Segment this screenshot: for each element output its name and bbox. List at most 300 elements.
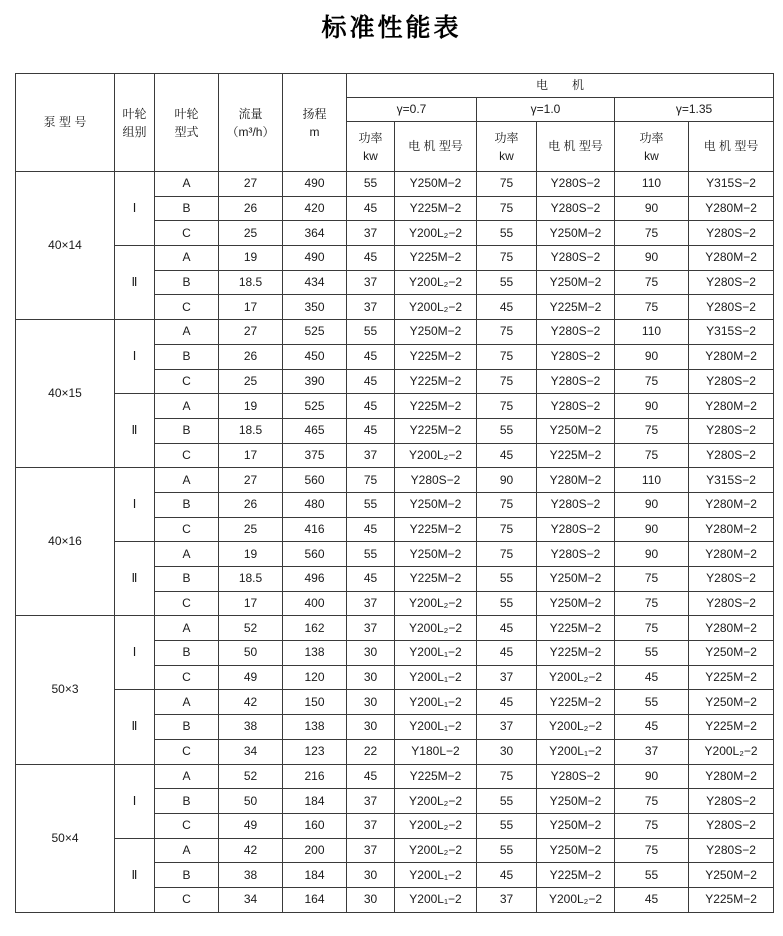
impeller-type-cell: B <box>155 344 219 369</box>
power-10-cell: 45 <box>477 690 537 715</box>
power-135-cell: 90 <box>615 492 689 517</box>
motor-07-cell: Y200L₂−2 <box>395 591 477 616</box>
motor-135-cell: Y250M−2 <box>689 863 774 888</box>
power-10-cell: 75 <box>477 764 537 789</box>
impeller-type-cell: C <box>155 369 219 394</box>
motor-07-cell: Y200L₁−2 <box>395 715 477 740</box>
table-row <box>16 246 774 271</box>
flow-cell: 42 <box>219 690 283 715</box>
header-motor-model-2: 电 机 型号 <box>537 122 615 172</box>
power-07-cell: 37 <box>347 295 395 320</box>
head-cell: 465 <box>283 418 347 443</box>
power-10-cell: 75 <box>477 344 537 369</box>
power-135-cell: 75 <box>615 369 689 394</box>
motor-135-cell: Y280S−2 <box>689 270 774 295</box>
motor-07-cell: Y200L₂−2 <box>395 221 477 246</box>
impeller-group-cell: Ⅱ <box>115 838 155 912</box>
motor-135-cell: Y280M−2 <box>689 344 774 369</box>
pump-model-cell: 40×14 <box>16 172 115 320</box>
head-cell: 164 <box>283 887 347 912</box>
motor-07-cell: Y225M−2 <box>395 196 477 221</box>
power-07-cell: 30 <box>347 887 395 912</box>
motor-10-cell: Y280M−2 <box>537 468 615 493</box>
header-power-2: 功率 kw <box>477 122 537 172</box>
head-cell: 160 <box>283 813 347 838</box>
power-135-cell: 75 <box>615 221 689 246</box>
impeller-type-cell: A <box>155 394 219 419</box>
flow-cell: 25 <box>219 369 283 394</box>
header-gamma-135: γ=1.35 <box>615 98 774 122</box>
power-135-cell: 75 <box>615 616 689 641</box>
power-10-cell: 90 <box>477 468 537 493</box>
motor-07-cell: Y200L₁−2 <box>395 641 477 666</box>
motor-07-cell: Y225M−2 <box>395 517 477 542</box>
head-cell: 184 <box>283 789 347 814</box>
power-07-cell: 37 <box>347 221 395 246</box>
flow-cell: 25 <box>219 221 283 246</box>
head-cell: 560 <box>283 542 347 567</box>
motor-10-cell: Y250M−2 <box>537 591 615 616</box>
motor-10-cell: Y200L₂−2 <box>537 715 615 740</box>
impeller-type-cell: A <box>155 764 219 789</box>
motor-10-cell: Y280S−2 <box>537 172 615 197</box>
head-cell: 450 <box>283 344 347 369</box>
power-10-cell: 75 <box>477 517 537 542</box>
power-135-cell: 75 <box>615 567 689 592</box>
motor-07-cell: Y225M−2 <box>395 567 477 592</box>
power-135-cell: 75 <box>615 813 689 838</box>
power-10-cell: 55 <box>477 418 537 443</box>
header-motor-model-1: 电 机 型号 <box>395 122 477 172</box>
power-135-cell: 37 <box>615 739 689 764</box>
motor-07-cell: Y250M−2 <box>395 172 477 197</box>
motor-10-cell: Y280S−2 <box>537 196 615 221</box>
motor-10-cell: Y225M−2 <box>537 443 615 468</box>
motor-07-cell: Y200L₂−2 <box>395 443 477 468</box>
motor-07-cell: Y225M−2 <box>395 764 477 789</box>
flow-cell: 19 <box>219 542 283 567</box>
header-motor: 电 机 <box>347 74 774 98</box>
head-cell: 364 <box>283 221 347 246</box>
impeller-group-cell: Ⅰ <box>115 172 155 246</box>
impeller-type-cell: C <box>155 295 219 320</box>
motor-135-cell: Y280S−2 <box>689 295 774 320</box>
motor-10-cell: Y225M−2 <box>537 641 615 666</box>
motor-135-cell: Y280S−2 <box>689 221 774 246</box>
power-135-cell: 110 <box>615 468 689 493</box>
motor-07-cell: Y225M−2 <box>395 418 477 443</box>
motor-07-cell: Y200L₂−2 <box>395 295 477 320</box>
impeller-type-cell: C <box>155 517 219 542</box>
motor-10-cell: Y250M−2 <box>537 418 615 443</box>
head-cell: 216 <box>283 764 347 789</box>
table-row <box>16 172 774 197</box>
power-07-cell: 75 <box>347 468 395 493</box>
head-cell: 490 <box>283 172 347 197</box>
pump-model-cell: 50×4 <box>16 764 115 912</box>
impeller-type-cell: B <box>155 789 219 814</box>
flow-cell: 27 <box>219 172 283 197</box>
flow-cell: 38 <box>219 863 283 888</box>
power-07-cell: 45 <box>347 196 395 221</box>
motor-07-cell: Y225M−2 <box>395 369 477 394</box>
head-cell: 162 <box>283 616 347 641</box>
pump-model-cell: 40×16 <box>16 468 115 616</box>
motor-135-cell: Y280S−2 <box>689 789 774 814</box>
impeller-type-cell: C <box>155 665 219 690</box>
power-135-cell: 75 <box>615 789 689 814</box>
power-10-cell: 55 <box>477 567 537 592</box>
power-135-cell: 90 <box>615 394 689 419</box>
power-07-cell: 45 <box>347 418 395 443</box>
impeller-type-cell: B <box>155 270 219 295</box>
motor-135-cell: Y280M−2 <box>689 492 774 517</box>
power-10-cell: 75 <box>477 492 537 517</box>
head-cell: 560 <box>283 468 347 493</box>
header-impeller-group: 叶轮 组别 <box>115 74 155 172</box>
table-row <box>16 542 774 567</box>
power-07-cell: 37 <box>347 591 395 616</box>
motor-10-cell: Y280S−2 <box>537 394 615 419</box>
power-10-cell: 30 <box>477 739 537 764</box>
power-07-cell: 45 <box>347 369 395 394</box>
power-10-cell: 45 <box>477 616 537 641</box>
power-07-cell: 45 <box>347 344 395 369</box>
impeller-group-cell: Ⅰ <box>115 616 155 690</box>
power-07-cell: 45 <box>347 567 395 592</box>
power-135-cell: 110 <box>615 320 689 345</box>
power-07-cell: 45 <box>347 764 395 789</box>
power-07-cell: 30 <box>347 665 395 690</box>
flow-cell: 34 <box>219 887 283 912</box>
performance-table <box>15 73 774 913</box>
flow-cell: 50 <box>219 789 283 814</box>
power-07-cell: 45 <box>347 394 395 419</box>
impeller-type-cell: B <box>155 492 219 517</box>
motor-10-cell: Y250M−2 <box>537 567 615 592</box>
impeller-type-cell: A <box>155 542 219 567</box>
motor-07-cell: Y200L₁−2 <box>395 665 477 690</box>
motor-135-cell: Y280S−2 <box>689 813 774 838</box>
motor-10-cell: Y225M−2 <box>537 690 615 715</box>
head-cell: 496 <box>283 567 347 592</box>
impeller-type-cell: A <box>155 172 219 197</box>
flow-cell: 34 <box>219 739 283 764</box>
flow-cell: 17 <box>219 443 283 468</box>
motor-10-cell: Y225M−2 <box>537 295 615 320</box>
power-135-cell: 90 <box>615 196 689 221</box>
power-10-cell: 37 <box>477 715 537 740</box>
power-135-cell: 110 <box>615 172 689 197</box>
motor-10-cell: Y280S−2 <box>537 246 615 271</box>
motor-10-cell: Y200L₂−2 <box>537 665 615 690</box>
head-cell: 400 <box>283 591 347 616</box>
head-cell: 420 <box>283 196 347 221</box>
motor-135-cell: Y250M−2 <box>689 690 774 715</box>
impeller-group-cell: Ⅱ <box>115 542 155 616</box>
motor-135-cell: Y250M−2 <box>689 641 774 666</box>
flow-cell: 26 <box>219 344 283 369</box>
motor-07-cell: Y200L₂−2 <box>395 789 477 814</box>
motor-10-cell: Y280S−2 <box>537 492 615 517</box>
table-row <box>16 468 774 493</box>
flow-cell: 38 <box>219 715 283 740</box>
power-10-cell: 75 <box>477 369 537 394</box>
motor-07-cell: Y200L₂−2 <box>395 838 477 863</box>
motor-10-cell: Y280S−2 <box>537 369 615 394</box>
power-07-cell: 37 <box>347 616 395 641</box>
impeller-type-cell: A <box>155 838 219 863</box>
motor-10-cell: Y280S−2 <box>537 517 615 542</box>
motor-135-cell: Y280M−2 <box>689 196 774 221</box>
table-row <box>16 690 774 715</box>
motor-10-cell: Y280S−2 <box>537 764 615 789</box>
head-cell: 375 <box>283 443 347 468</box>
motor-135-cell: Y280M−2 <box>689 542 774 567</box>
motor-135-cell: Y280M−2 <box>689 517 774 542</box>
power-135-cell: 45 <box>615 887 689 912</box>
head-cell: 480 <box>283 492 347 517</box>
power-10-cell: 55 <box>477 270 537 295</box>
motor-10-cell: Y250M−2 <box>537 270 615 295</box>
motor-07-cell: Y250M−2 <box>395 492 477 517</box>
power-10-cell: 55 <box>477 789 537 814</box>
motor-07-cell: Y200L₁−2 <box>395 863 477 888</box>
power-07-cell: 55 <box>347 492 395 517</box>
motor-135-cell: Y315S−2 <box>689 320 774 345</box>
motor-10-cell: Y225M−2 <box>537 863 615 888</box>
motor-07-cell: Y200L₂−2 <box>395 813 477 838</box>
flow-cell: 52 <box>219 764 283 789</box>
flow-cell: 27 <box>219 320 283 345</box>
power-07-cell: 22 <box>347 739 395 764</box>
motor-10-cell: Y280S−2 <box>537 542 615 567</box>
power-10-cell: 45 <box>477 641 537 666</box>
motor-10-cell: Y250M−2 <box>537 789 615 814</box>
power-07-cell: 37 <box>347 270 395 295</box>
power-10-cell: 45 <box>477 443 537 468</box>
motor-135-cell: Y280M−2 <box>689 616 774 641</box>
impeller-type-cell: A <box>155 246 219 271</box>
motor-135-cell: Y315S−2 <box>689 172 774 197</box>
motor-135-cell: Y280S−2 <box>689 418 774 443</box>
power-07-cell: 30 <box>347 641 395 666</box>
flow-cell: 27 <box>219 468 283 493</box>
impeller-type-cell: B <box>155 641 219 666</box>
impeller-group-cell: Ⅱ <box>115 394 155 468</box>
motor-135-cell: Y315S−2 <box>689 468 774 493</box>
flow-cell: 19 <box>219 246 283 271</box>
impeller-type-cell: C <box>155 443 219 468</box>
motor-135-cell: Y280M−2 <box>689 394 774 419</box>
motor-07-cell: Y200L₂−2 <box>395 270 477 295</box>
impeller-type-cell: A <box>155 320 219 345</box>
power-135-cell: 75 <box>615 418 689 443</box>
table-row <box>16 838 774 863</box>
impeller-type-cell: C <box>155 887 219 912</box>
motor-10-cell: Y200L₁−2 <box>537 739 615 764</box>
motor-135-cell: Y225M−2 <box>689 715 774 740</box>
pump-model-cell: 40×15 <box>16 320 115 468</box>
power-07-cell: 37 <box>347 838 395 863</box>
head-cell: 490 <box>283 246 347 271</box>
motor-10-cell: Y280S−2 <box>537 344 615 369</box>
power-135-cell: 75 <box>615 295 689 320</box>
motor-07-cell: Y180L−2 <box>395 739 477 764</box>
power-135-cell: 75 <box>615 591 689 616</box>
power-135-cell: 45 <box>615 715 689 740</box>
motor-07-cell: Y200L₁−2 <box>395 690 477 715</box>
power-07-cell: 37 <box>347 443 395 468</box>
power-10-cell: 75 <box>477 196 537 221</box>
power-07-cell: 37 <box>347 789 395 814</box>
header-pump-model: 泵 型 号 <box>16 74 115 172</box>
power-135-cell: 75 <box>615 838 689 863</box>
header-power-3: 功率 kw <box>615 122 689 172</box>
header-gamma-07: γ=0.7 <box>347 98 477 122</box>
motor-135-cell: Y280S−2 <box>689 591 774 616</box>
motor-135-cell: Y225M−2 <box>689 665 774 690</box>
table-row <box>16 394 774 419</box>
power-10-cell: 45 <box>477 295 537 320</box>
motor-135-cell: Y280M−2 <box>689 764 774 789</box>
flow-cell: 42 <box>219 838 283 863</box>
power-10-cell: 75 <box>477 320 537 345</box>
power-10-cell: 75 <box>477 246 537 271</box>
head-cell: 120 <box>283 665 347 690</box>
header-flow: 流量 （m³/h） <box>219 74 283 172</box>
power-07-cell: 30 <box>347 715 395 740</box>
power-07-cell: 37 <box>347 813 395 838</box>
flow-cell: 18.5 <box>219 418 283 443</box>
head-cell: 434 <box>283 270 347 295</box>
power-07-cell: 55 <box>347 172 395 197</box>
flow-cell: 25 <box>219 517 283 542</box>
power-135-cell: 90 <box>615 764 689 789</box>
flow-cell: 18.5 <box>219 567 283 592</box>
flow-cell: 17 <box>219 295 283 320</box>
motor-135-cell: Y280S−2 <box>689 369 774 394</box>
power-135-cell: 90 <box>615 344 689 369</box>
pump-model-cell: 50×3 <box>16 616 115 764</box>
motor-10-cell: Y225M−2 <box>537 616 615 641</box>
header-impeller-type: 叶轮 型式 <box>155 74 219 172</box>
impeller-type-cell: C <box>155 739 219 764</box>
flow-cell: 19 <box>219 394 283 419</box>
header-gamma-10: γ=1.0 <box>477 98 615 122</box>
head-cell: 138 <box>283 641 347 666</box>
motor-10-cell: Y280S−2 <box>537 320 615 345</box>
impeller-type-cell: B <box>155 567 219 592</box>
header-power-1: 功率 kw <box>347 122 395 172</box>
motor-07-cell: Y225M−2 <box>395 344 477 369</box>
table-body <box>16 172 774 913</box>
motor-10-cell: Y250M−2 <box>537 838 615 863</box>
power-135-cell: 55 <box>615 690 689 715</box>
flow-cell: 49 <box>219 665 283 690</box>
motor-07-cell: Y250M−2 <box>395 542 477 567</box>
motor-135-cell: Y280S−2 <box>689 838 774 863</box>
head-cell: 416 <box>283 517 347 542</box>
power-07-cell: 45 <box>347 246 395 271</box>
impeller-type-cell: A <box>155 616 219 641</box>
impeller-type-cell: B <box>155 863 219 888</box>
head-cell: 138 <box>283 715 347 740</box>
motor-07-cell: Y200L₂−2 <box>395 616 477 641</box>
impeller-type-cell: B <box>155 196 219 221</box>
power-135-cell: 90 <box>615 542 689 567</box>
motor-07-cell: Y225M−2 <box>395 394 477 419</box>
motor-135-cell: Y280M−2 <box>689 246 774 271</box>
motor-07-cell: Y250M−2 <box>395 320 477 345</box>
impeller-group-cell: Ⅰ <box>115 468 155 542</box>
power-07-cell: 30 <box>347 690 395 715</box>
power-10-cell: 55 <box>477 221 537 246</box>
power-07-cell: 55 <box>347 320 395 345</box>
power-135-cell: 75 <box>615 270 689 295</box>
power-135-cell: 45 <box>615 665 689 690</box>
power-10-cell: 45 <box>477 863 537 888</box>
flow-cell: 26 <box>219 196 283 221</box>
power-10-cell: 37 <box>477 665 537 690</box>
head-cell: 150 <box>283 690 347 715</box>
impeller-type-cell: B <box>155 715 219 740</box>
motor-07-cell: Y225M−2 <box>395 246 477 271</box>
power-10-cell: 75 <box>477 172 537 197</box>
header-head: 扬程 m <box>283 74 347 172</box>
power-10-cell: 55 <box>477 813 537 838</box>
head-cell: 525 <box>283 320 347 345</box>
power-135-cell: 55 <box>615 641 689 666</box>
table-row <box>16 764 774 789</box>
impeller-group-cell: Ⅰ <box>115 764 155 838</box>
impeller-type-cell: C <box>155 221 219 246</box>
power-07-cell: 30 <box>347 863 395 888</box>
motor-10-cell: Y200L₂−2 <box>537 887 615 912</box>
head-cell: 525 <box>283 394 347 419</box>
impeller-type-cell: C <box>155 813 219 838</box>
table-row <box>16 616 774 641</box>
power-07-cell: 55 <box>347 542 395 567</box>
impeller-type-cell: A <box>155 690 219 715</box>
power-10-cell: 55 <box>477 591 537 616</box>
head-cell: 390 <box>283 369 347 394</box>
table-row <box>16 320 774 345</box>
impeller-group-cell: Ⅱ <box>115 690 155 764</box>
power-10-cell: 55 <box>477 838 537 863</box>
motor-135-cell: Y280S−2 <box>689 443 774 468</box>
motor-135-cell: Y225M−2 <box>689 887 774 912</box>
flow-cell: 50 <box>219 641 283 666</box>
flow-cell: 52 <box>219 616 283 641</box>
head-cell: 184 <box>283 863 347 888</box>
header-motor-model-3: 电 机 型号 <box>689 122 774 172</box>
motor-07-cell: Y280S−2 <box>395 468 477 493</box>
impeller-group-cell: Ⅱ <box>115 246 155 320</box>
motor-10-cell: Y250M−2 <box>537 813 615 838</box>
flow-cell: 26 <box>219 492 283 517</box>
impeller-type-cell: A <box>155 468 219 493</box>
head-cell: 350 <box>283 295 347 320</box>
page-title: 标准性能表 <box>321 13 462 42</box>
impeller-group-cell: Ⅰ <box>115 320 155 394</box>
power-135-cell: 90 <box>615 246 689 271</box>
power-135-cell: 75 <box>615 443 689 468</box>
motor-10-cell: Y250M−2 <box>537 221 615 246</box>
head-cell: 123 <box>283 739 347 764</box>
power-10-cell: 75 <box>477 542 537 567</box>
motor-135-cell: Y200L₂−2 <box>689 739 774 764</box>
